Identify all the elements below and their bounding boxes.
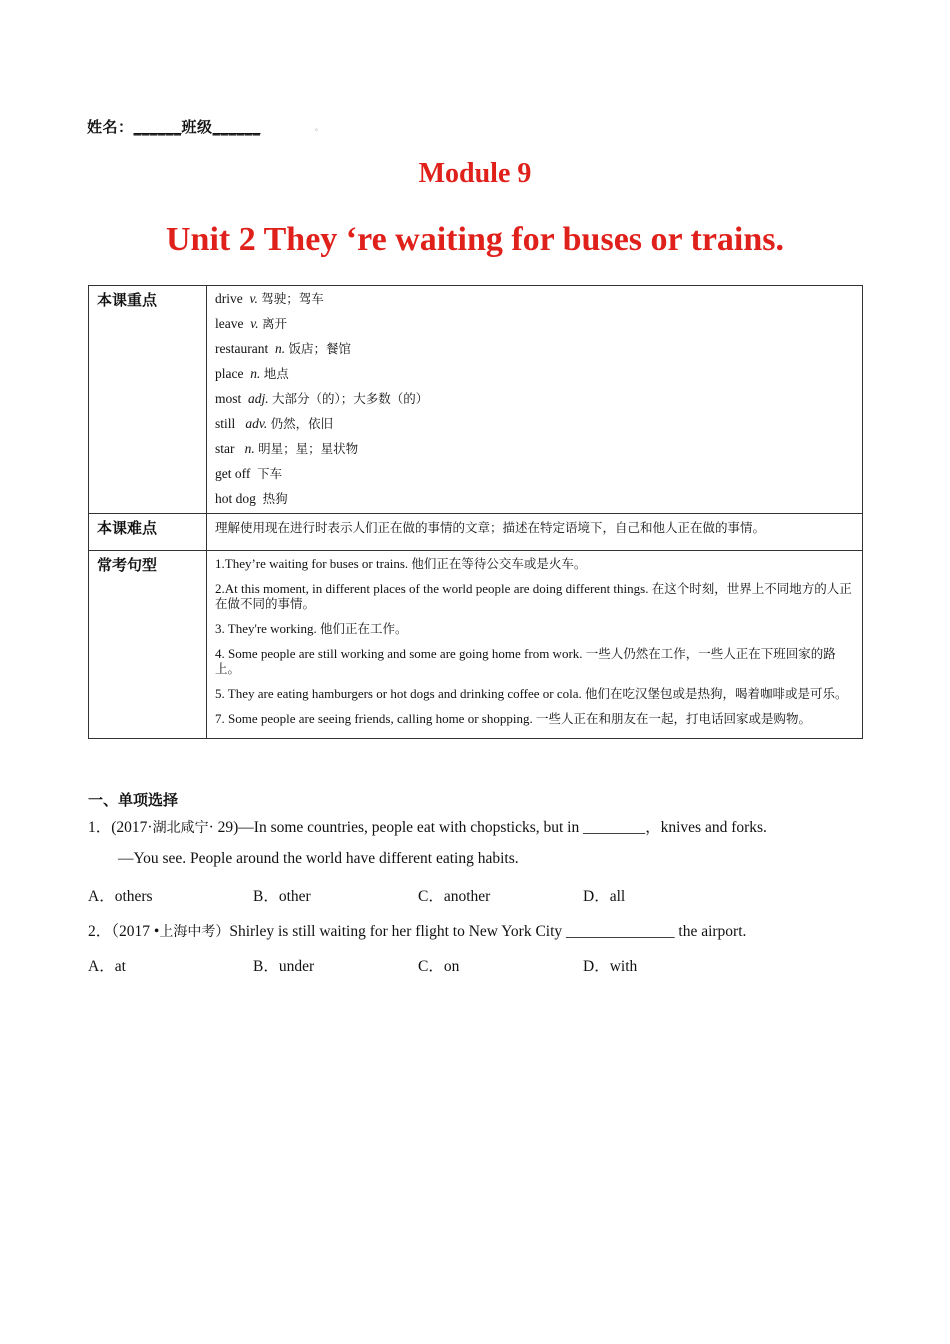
- key-points-label: 本课重点: [89, 286, 207, 514]
- lesson-summary-table: [88, 285, 863, 739]
- question-1-reply: —You see. People around the world have different eating habits.: [118, 850, 519, 867]
- sentences-content: [207, 551, 863, 739]
- key-points-content: [207, 286, 863, 514]
- vocab-item: get off 下车: [215, 466, 283, 481]
- vocab-item: hot dog 热狗: [215, 491, 288, 506]
- question-1-stem: 1．(2017·湖北咸宁· 29)—In some countries, people eat with chopsticks, but in ________，knives and forks.: [88, 819, 767, 836]
- module-title: Module 9: [418, 158, 532, 189]
- question-1-option-d[interactable]: D．all: [583, 888, 626, 905]
- sentence-item: 1.They’re waiting for buses or trains. 他们正在等待公交车或是火车。: [215, 556, 587, 571]
- section-heading: 一、单项选择: [88, 791, 179, 809]
- vocab-item: place n. 地点: [215, 366, 289, 381]
- unit-title: Unit 2 They ‘re waiting for buses or trains.: [165, 221, 784, 258]
- question-2-option-c[interactable]: C．on: [418, 958, 460, 975]
- student-info-line: [87, 116, 261, 137]
- question-1-option-b[interactable]: B．other: [253, 888, 311, 905]
- key-points-row: [89, 286, 863, 514]
- question-1-option-c[interactable]: C．another: [418, 888, 491, 905]
- vocab-item: still adv. 仍然，依旧: [215, 416, 334, 431]
- vocab-item: most adj. 大部分（的）；大多数（的）: [215, 391, 429, 406]
- sentence-item: 7. Some people are seeing friends, calling home or shopping. 一些人正在和朋友在一起，打电话回家或是购物。: [215, 711, 811, 726]
- name-label: 姓名：: [87, 118, 134, 136]
- sentence-item: 3. They're working. 他们正在工作。: [215, 621, 408, 636]
- vocab-item: leave v. 离开: [215, 316, 287, 331]
- paragraph-mark: 。: [315, 123, 323, 132]
- question-2-option-d[interactable]: D．with: [583, 958, 638, 975]
- difficulties-content: [207, 514, 863, 551]
- question-2-option-a[interactable]: A．at: [88, 958, 126, 975]
- sentence-item: 5. They are eating hamburgers or hot dogs and drinking coffee or cola. 他们在吃汉堡包或是热狗，喝着咖啡或是可乐。: [215, 686, 848, 701]
- vocab-item: drive v. 驾驶；驾车: [215, 291, 324, 306]
- class-blank[interactable]: ______: [212, 118, 261, 136]
- sentences-label: 常考句型: [89, 551, 207, 739]
- question-2-option-b[interactable]: B．under: [253, 958, 315, 975]
- vocab-item: star n. 明星；星；星状物: [215, 441, 359, 456]
- difficulties-label: 本课难点: [89, 514, 207, 551]
- question-1-option-a[interactable]: A．others: [88, 888, 153, 905]
- name-blank[interactable]: ______: [133, 118, 182, 136]
- difficulties-text: 理解使用现在进行时表示人们正在做的事情的文章；描述在特定语境下，自己和他人正在做的事情。: [215, 520, 766, 535]
- vocab-item: restaurant n. 饭店；餐馆: [215, 341, 351, 356]
- class-label: 班级: [181, 118, 213, 136]
- sentence-item: 4. Some people are still working and some are going home from work. 一些人仍然在工作，一些人正在下班回家的路上。: [215, 646, 836, 676]
- difficulties-row: [89, 514, 863, 551]
- question-2-stem: 2．（2017 •上海中考）Shirley is still waiting for her flight to New York City ______________ the airport.: [88, 923, 747, 940]
- sentence-item: 2.At this moment, in different places of the world people are doing different things. 在这个时刻，世界上不同地方的人正在做不同的事情。: [215, 581, 852, 611]
- sentences-row: [89, 551, 863, 739]
